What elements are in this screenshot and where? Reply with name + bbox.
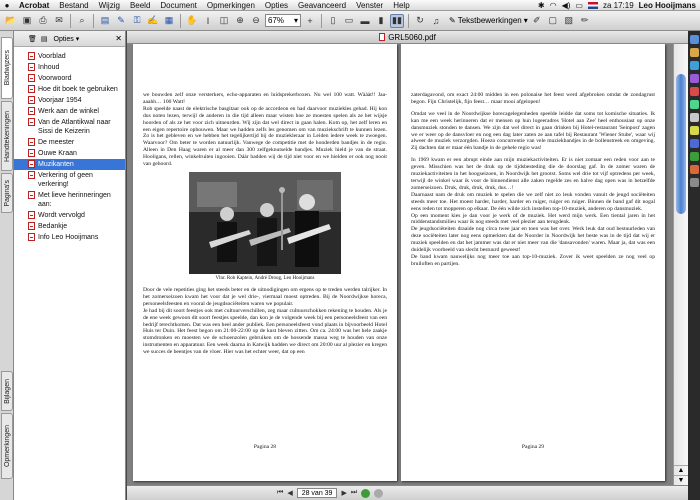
bookmarks-toolbar <box>14 31 125 47</box>
scroll-up-icon[interactable]: ▲ <box>674 465 688 475</box>
delete-icon[interactable]: 🗑 <box>28 35 37 43</box>
chevron-down-icon: ▾ <box>523 16 528 25</box>
mail-icon[interactable] <box>690 48 699 57</box>
page-number: Pagina 29 <box>521 444 545 451</box>
create-pdf-icon[interactable]: ▤ <box>100 15 110 25</box>
text-edits-icon: ✎ <box>449 16 456 25</box>
last-page-icon[interactable]: ⏭ <box>350 489 358 496</box>
page-left <box>133 44 397 481</box>
trash-icon[interactable] <box>690 178 699 187</box>
page-icon <box>28 96 35 104</box>
text-edits-label: Tekstbewerkingen <box>457 16 522 25</box>
tab-attachments[interactable]: Bijlagen <box>1 371 13 411</box>
secure-icon[interactable]: ⚿ <box>133 15 141 25</box>
new-bookmark-icon[interactable]: ▤ <box>40 35 48 43</box>
bookmark-item[interactable]: Wordt vervolgd <box>14 210 125 221</box>
page-icon <box>28 74 35 82</box>
previous-page-icon[interactable]: ◀ <box>287 490 293 497</box>
fit-width-icon[interactable]: ▬ <box>360 15 370 26</box>
page-icon <box>28 63 35 71</box>
notes-icon[interactable] <box>690 126 699 135</box>
app-icon[interactable] <box>690 100 699 109</box>
page-icon <box>28 149 35 157</box>
tab-bookmarks[interactable]: Bladwijzers <box>1 37 13 99</box>
save-icon[interactable]: ▣ <box>22 15 32 25</box>
print-icon[interactable]: ⎙ <box>39 15 47 25</box>
word-icon[interactable] <box>690 139 699 148</box>
paragraph: Je had bij dit soort feestjes ook met cultuurverschillen, zeg maar cultuurschokken rekening te houden. Als je de ene week gewoon dit soort feestjes speelde, dan kon je de volgende week bij een personeelsfeest van een bedrijf terechtkomen. Dat was een heel ander publiek. Een personeelsfeest vond plaats in bijvoorbeeld Hotel Huis ter Duin. Het feest begon om 21:00-22:00 op de kust bleven zitten. Om ca. 24:00 was het hele zaakje stomdronken en moesten we de schoenzolen gebruiken om de hossende massa weg te houden van onze instrumenten en apparatuur. Een week daarna in Katwijk hadden we direct om 20:00 uur al plezier en kregen we succes de beentjes van de vloer. Hier was het echter weer, dat op een <box>143 307 387 356</box>
scrollbar-thumb[interactable] <box>676 74 686 214</box>
paragraph: Rob speelde naast de elektrische basgitaar ook op de accordeon en had daarvoor muziekles gehad. Hij kon dus noten lezen, terwijl de anderen in die tijd alleen maar wisten hoe ze moesten spelen als ze het wijsje hoorden of als ze het voor zich uitneurden. Wij zijn dat wel direct in gaan halen. Kom op, het zelf leren en een eigen repertoire opbouwen. Maar we hadden zelfs les genomen om van muziekschrift te kunnen lezen. Zo is het gebleven en we hebben het tegelijkertijd bij de muziekleraar in Leiden iedere week te zwoegen. Waarvoor? Om beter te worden natuurlijk. Vanwege de competitie met de honderden bandjes in de regio. Alleen in Den Haag waren er al meer dan 300 zelfgeknutselde bandjes. Muziek hield je van de straat. Hooligans, rellen, winkelruiten ingooien. Dáár hadden wij de tijd niet voor en we hielden er ook nog nooit van gehoord. <box>143 105 387 168</box>
page-icon <box>28 52 35 60</box>
bookmark-item[interactable]: Van de Atlantikwal naar Sissi de Keizerin <box>14 117 125 137</box>
zoom-in-icon[interactable]: ⊕ <box>236 15 244 25</box>
open-icon[interactable]: 📂 <box>5 15 17 25</box>
document-view[interactable] <box>127 44 673 485</box>
paragraph: In 1969 kwam er een abrupt einde aan mijn muziekactiviteiten. Er is niet zomaar een reden voor aan te geven. Misschien was het de druk op de tijdsbesteding die de doorslag gaf. In de zomer waren de muziekactiviteiten in het hoogseizoen, in Noordwijk het grootst. Soms wel drie tot vijf optredens per week, terwijl de winkel waar ik voor de binnendienst alle zaken regelde zes en halve dag open was in hetzelfde zomerseizoen. Druk, druk, druk, druk, dus…! <box>411 157 655 191</box>
review-icon[interactable]: ✎ <box>117 15 125 25</box>
page-icon <box>28 85 35 93</box>
bookmarks-panel <box>14 31 126 500</box>
page-icon <box>28 107 35 115</box>
options-menu[interactable]: Opties ▾ <box>53 35 80 43</box>
menu-beeld[interactable]: Beeld <box>129 0 151 10</box>
go-forward-icon[interactable] <box>374 489 383 498</box>
separator <box>321 14 322 28</box>
bookmark-item[interactable]: Hoe dit boek te gebruiken <box>14 84 125 95</box>
page-right <box>401 44 665 481</box>
select-tool-icon[interactable]: I <box>206 15 210 26</box>
next-page-icon[interactable]: ▶ <box>341 490 347 497</box>
bookmark-item[interactable]: Verkering of geen verkering! <box>14 170 125 190</box>
bookmark-item[interactable]: Met lieve herinneringen aan: <box>14 190 125 210</box>
page-icon <box>28 138 35 146</box>
bookmark-item[interactable]: Info Leo Hooijmans <box>14 232 125 243</box>
email-icon[interactable]: ✉ <box>55 15 63 25</box>
scroll-arrows <box>674 465 688 485</box>
separator <box>70 14 71 28</box>
preferences-icon[interactable] <box>690 113 699 122</box>
bookmark-item[interactable]: Inhoud <box>14 62 125 73</box>
stamp-icon[interactable]: ▢ <box>548 15 558 25</box>
paragraph: De band kwam nauwelijks nog meer toe aan top-10-muziek. Zover ik weet speelden ze nog veel op bruiloften en partijen. <box>411 253 655 267</box>
page-icon <box>28 171 35 179</box>
page-indicator[interactable]: 28 van 39 <box>297 488 338 498</box>
zoom-out-icon[interactable]: ⊖ <box>252 15 260 25</box>
page-icon <box>28 222 35 230</box>
menu-bestand[interactable]: Bestand <box>59 0 89 10</box>
rotate-icon[interactable]: ↻ <box>416 15 424 25</box>
band-photo <box>189 172 341 274</box>
two-page-icon[interactable]: ▮▮ <box>390 14 404 28</box>
tab-comments[interactable]: Opmerkingen <box>1 413 13 479</box>
bookmark-list <box>14 47 125 243</box>
zoom-in-button[interactable]: + <box>307 15 313 26</box>
scroll-down-icon[interactable]: ▼ <box>674 475 688 485</box>
acrobat-icon[interactable] <box>690 87 699 96</box>
separator <box>180 14 181 28</box>
apple-menu-icon[interactable]: ● <box>4 0 10 10</box>
paragraph: Op een moment kies je dan voor je werk of de muziek. Het werd mijn werk. Een tiental jaren in het middenstandsmilieu waar ik nog steeds met veel plezier aan terugdenk. <box>411 212 655 226</box>
close-icon[interactable]: ✕ <box>115 34 122 43</box>
powerpoint-icon[interactable] <box>690 165 699 174</box>
search-icon[interactable]: ⌕ <box>79 15 85 25</box>
navigation-bar <box>127 485 688 500</box>
wifi-icon[interactable]: ◠ <box>549 0 557 10</box>
first-page-icon[interactable]: ⏮ <box>277 489 284 496</box>
actual-size-icon[interactable]: ▯ <box>330 15 336 25</box>
paragraph: Door de vele repetities ging het steeds beter en de uitnodigingen om ergens op te treden werden talrijker. In het zomerseizoen kwam het voor dat je wel drie-, viermaal moest optreden. Bij de Noordwijkse horeca, personeelsfeesten en vooral de jeugdsociëteiten waren we populair. <box>143 286 387 307</box>
bookmark-item[interactable]: Voorwoord <box>14 73 125 84</box>
dock <box>688 31 700 500</box>
paragraph: De jeugdsociëteiten draaide nog circa twee jaar en toen was het over. Werk leuk dat oud bestuurleden van deze sociëteiten later nog eens opmerkten dat de Noorder in Noordwijk het beste was in de tijd dat wij er muziek speelden en dat het jammer was dat er niet meer van die 'dansavonden' waren. Maar ja, dat was een duidelijk voorbeeld van slecht bestuurd geweest! <box>411 226 655 254</box>
single-page-icon[interactable]: ▮ <box>378 15 384 25</box>
fit-page-icon[interactable]: ▭ <box>344 15 354 25</box>
zoom-select[interactable]: 67% ▾ <box>265 14 301 27</box>
menu-wijzig[interactable]: Wijzig <box>98 0 120 10</box>
menu-geavanceerd[interactable]: Geavanceerd <box>298 0 347 10</box>
bookmark-item[interactable]: Ouwe Kraan <box>14 148 125 159</box>
paragraph: Daarnaast nam de druk om muziek te spelen die we zelf niet zo leuk vonden vanuit de jeugd sociëteiten steeds meer toe. Het moest harder, harder, harder en ruiger, ruiger en ruiger. Binnen de band gaf dit nogal eens reden tot mopperen op elkaar. De één wilde zich instellen top-10-muziek, anderen op dansmuziek. <box>411 191 655 212</box>
clock[interactable]: za 17:19 <box>602 0 634 10</box>
bluetooth-icon[interactable]: ✱ <box>537 0 545 10</box>
volume-icon[interactable]: ◀) <box>561 0 571 10</box>
page-icon <box>28 233 35 241</box>
bookmark-item[interactable]: De meester <box>14 137 125 148</box>
bookmark-item-selected[interactable]: Muzikanten <box>14 159 125 170</box>
document-window <box>127 31 688 500</box>
photo-caption: Vlnr. Rob Kaptein, André Droog, Leo Hooijmans <box>215 275 315 281</box>
read-out-loud-icon[interactable]: ♫ <box>432 15 440 26</box>
menu-bar <box>0 0 700 11</box>
page-icon <box>28 160 35 168</box>
paragraph: zaterdagavond, om exact 24:00 midden in een polonaise het feest werd afgebroken omdat de zondagrust begon. Fijn Christelijk, fijn feest… maar mooi afgelopen! <box>411 92 655 105</box>
snapshot-icon[interactable]: ◫ <box>219 15 229 25</box>
text-edits-menu[interactable] <box>449 16 528 25</box>
menu-opties[interactable]: Opties <box>264 0 289 10</box>
pdf-file-icon <box>379 33 385 41</box>
page-number: Pagina 28 <box>253 444 277 451</box>
paragraph: Omdat we veel in de Noordwijkse horecagelegenheden speelde leidde dat soms tot komische situaties. Ik kan me een week herinneren dat er mensen op hun logeeradres 'Hotel aan Zee' heel enthousiast op onze dansmuziek stonden te dansen. We zijn dat wel direct in gaan drinken bij Hotel-restaurant 'Seinpost' zagen we er weer op de dansvloer en nog een dag later zaten ze aan tafel bij Restaurant 'Wiener Stube', waar wij alweer de muziek verzorgden. Hoezo concurrentie van vele muziekbandjes in de bollenstreek en omgeving. Zij dachten dat er maar één bandje in de gehele regio was! <box>411 110 655 152</box>
vertical-scrollbar[interactable] <box>673 44 688 485</box>
page-icon <box>28 118 35 126</box>
tab-signatures[interactable]: Handtekeningen <box>1 101 13 171</box>
bookmark-item[interactable]: Bedankje <box>14 221 125 232</box>
pencil-icon[interactable]: ✏ <box>580 15 589 25</box>
itunes-icon[interactable] <box>690 74 699 83</box>
paragraph: we bouwden zelf onze versterkers, echo-apparaten en luidsprekerboxen. Nu wel 100 watt. Wàààt!! Jaa-aaahh… 100 Watt! <box>143 92 387 105</box>
safari-icon[interactable] <box>690 61 699 70</box>
document-title-bar <box>127 31 688 44</box>
menu-venster[interactable]: Venster <box>356 0 384 10</box>
page-icon <box>28 211 35 219</box>
separator <box>93 14 94 28</box>
user-name[interactable]: Leo Hooijmans <box>638 0 696 10</box>
note-icon[interactable]: ▧ <box>564 15 574 25</box>
battery-icon[interactable]: ▭ <box>575 0 583 10</box>
page-icon <box>28 191 35 199</box>
document-title: GRL5060.pdf <box>388 32 436 42</box>
menu-help[interactable]: Help <box>393 0 410 10</box>
menu-document[interactable]: Document <box>160 0 197 10</box>
menu-acrobat[interactable]: Acrobat <box>19 0 50 10</box>
language-flag-icon[interactable] <box>588 2 598 9</box>
excel-icon[interactable] <box>690 152 699 161</box>
highlight-icon[interactable]: ✐ <box>532 15 541 25</box>
bookmark-item[interactable]: Voorblad <box>14 51 125 62</box>
forms-icon[interactable]: ▦ <box>164 15 174 25</box>
tab-pages[interactable]: Pagina's <box>1 173 13 213</box>
finder-icon[interactable] <box>690 35 699 44</box>
main-toolbar <box>0 11 700 31</box>
hand-tool-icon[interactable]: ✋ <box>186 15 198 25</box>
menu-opmerkingen[interactable]: Opmerkingen <box>206 0 255 10</box>
bookmark-item[interactable]: Voorjaar 1954 <box>14 95 125 106</box>
go-back-icon[interactable] <box>361 489 370 498</box>
bookmark-item[interactable]: Werk aan de winkel <box>14 106 125 117</box>
navigation-tabs <box>0 31 14 500</box>
sign-icon[interactable]: ✍ <box>147 15 159 25</box>
separator <box>408 14 409 28</box>
